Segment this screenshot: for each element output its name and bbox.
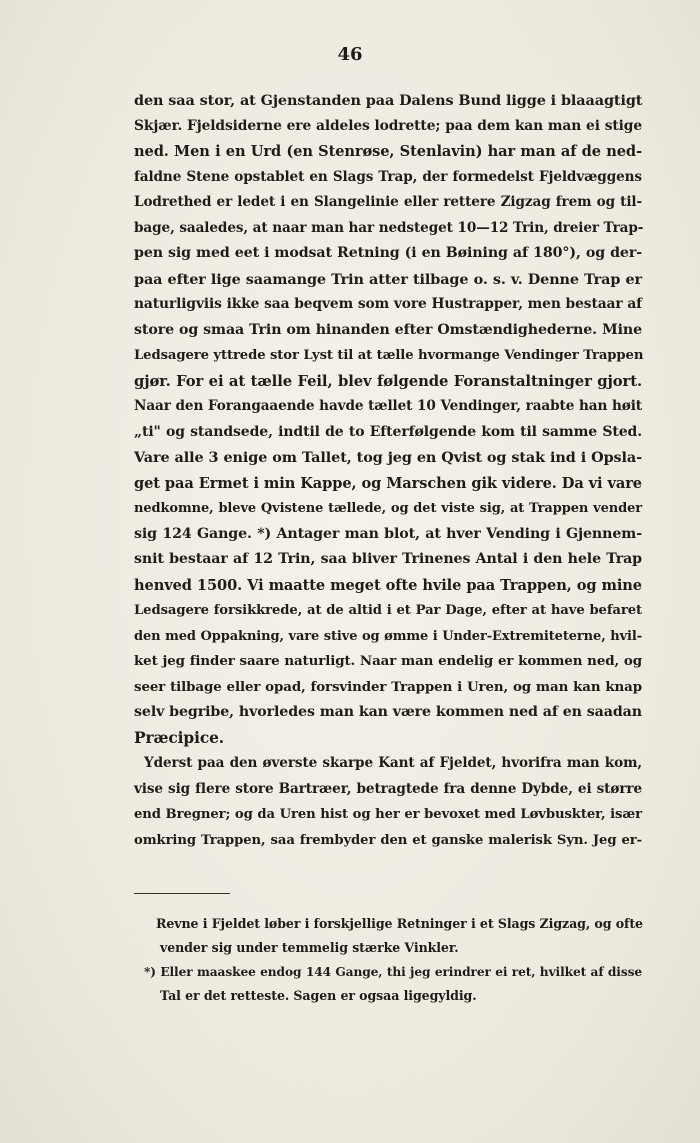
text-line: Skjær. Fjeldsiderne ere aldeles lodrette; paa dem kan man ei stige [134,117,642,134]
text-line: Ledsagere yttrede stor Lyst til at tælle hvormange Vendinger Trappen [134,348,644,363]
text-line: ket jeg finder saare naturligt. Naar man endelig er kommen ned, og [134,653,642,669]
text-line: den med Oppakning, vare stive og ømme i Under-Extremiteterne, hvil- [134,628,642,644]
main-text [134,88,642,853]
text-line: sig 124 Gange. *) Antager man blot, at hver Vending i Gjennem- [134,525,642,542]
text-line: „ti" og standsede, indtil de to Efterfølgende kom til samme Sted. [134,423,642,440]
text-line: seer tilbage eller opad, forsvinder Trappen i Uren, og man kan knap [134,678,642,695]
text-line: gjør. For ei at tælle Feil, blev følgende Foranstaltninger gjort. [134,372,642,390]
text-line: Præcipice. [134,728,225,747]
text-line: get paa Ermet i min Kappe, og Marschen gik videre. Da vi vare [134,474,642,492]
text-line: Lodrethed er ledet i en Slangelinie eller rettere Zigzag frem og til- [134,194,642,210]
text-line: vise sig flere store Bartræer, betragtede fra denne Dybde, ei større [134,780,642,797]
text-line: den saa stor, at Gjenstanden paa Dalens Bund ligge i blaaagtigt [134,92,643,109]
text-line: paa efter lige saamange Trin atter tilbage o. s. v. Denne Trap er [134,270,642,288]
text-line: Yderst paa den øverste skarpe Kant af Fjeldet, hvorifra man kom, [144,755,642,771]
footnote-line: *) Eller maaskee endog 144 Gange, thi jeg erindrer ei ret, hvilket af disse [144,965,642,979]
footnote-line: Tal er det retteste. Sagen er ogsaa ligegyldig. [160,988,477,1003]
text-line: selv begribe, hvorledes man kan være kommen ned af en saadan [134,704,642,720]
text-line: naturligviis ikke saa beqvem som vore Hustrapper, men bestaar af [134,296,642,312]
footnote-line: Revne i Fjeldet løber i forskjellige Retninger i et Slags Zigzag, og ofte [156,916,643,931]
text-line: ned. Men i en Urd (en Stenrøse, Stenlavin) har man af de ned- [134,143,642,160]
text-line: end Bregner; og da Uren hist og her er bevoxet med Løvbuskter, især [134,807,642,822]
text-line: store og smaa Trin om hinanden efter Omstændighederne. Mine [134,321,642,338]
text-line: Vare alle 3 enige om Tallet, tog jeg en Qvist og stak ind i Opsla- [134,449,642,466]
text-line: pen sig med eet i modsat Retning (i en Bøining af 180°), og der- [134,245,642,261]
footnote-line: vender sig under temmelig stærke Vinkler. [160,940,459,955]
text-line: bage, saaledes, at naar man har nedsteget 10—12 Trin, dreier Trap- [134,219,644,236]
text-line: Naar den Forangaaende havde tællet 10 Vendinger, raabte han høit [134,398,642,414]
page-number: 46 [337,44,363,65]
footnote-rule [134,893,230,894]
text-line: nedkomne, bleve Qvistene tællede, og det viste sig, at Trappen vender [134,501,642,516]
text-line: henved 1500. Vi maatte meget ofte hvile paa Trappen, og mine [134,576,642,594]
footnotes [144,912,643,1008]
text-line: Ledsagere forsikkrede, at de altid i et Par Dage, efter at have befaret [134,603,642,618]
text-line: faldne Stene opstablet en Slags Trap, der formedelst Fjeldvæggens [134,168,642,185]
text-line: snit bestaar af 12 Trin, saa bliver Trinenes Antal i den hele Trap [134,551,642,567]
text-line: omkring Trappen, saa frembyder den et ganske malerisk Syn. Jeg er- [134,832,642,848]
